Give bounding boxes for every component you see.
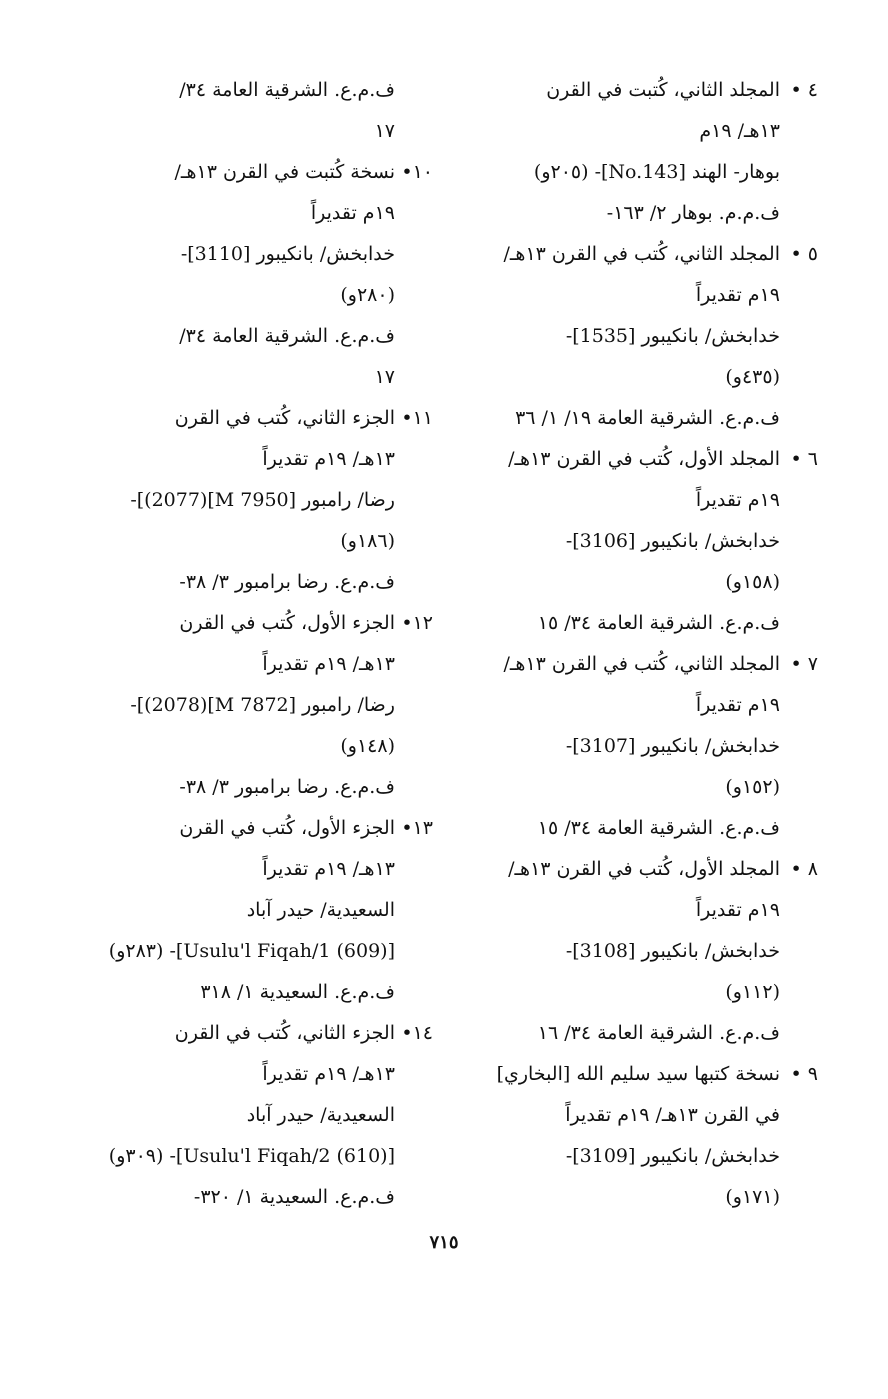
- entry-line: ف.م.ع. السعيدية ١/ ٣٢٠-: [193, 1186, 395, 1208]
- entry-line: في القرن ١٣هـ/ ١٩م تقديراً: [565, 1104, 780, 1126]
- entry-line: المجلد الثاني، كُتب في القرن ١٣هـ/: [503, 243, 780, 265]
- entry-line: ١٣هـ/ ١٩م تقديراً: [262, 448, 395, 470]
- entry-line: ف.م.ع. الشرقية العامة ٣٤/: [179, 325, 395, 347]
- entry-continuation: [78, 70, 433, 152]
- entry-line: (٤٣٥و): [725, 366, 780, 388]
- entry-number: ١٠•: [401, 161, 433, 183]
- entry-line: المجلد الثاني، كُتبت في القرن: [546, 79, 780, 101]
- entry-line: السعيدية/ حيدر آباد: [246, 1104, 395, 1126]
- entry-number: ١١•: [401, 407, 433, 429]
- entry-line: السعيدية/ حيدر آباد: [246, 899, 395, 921]
- entry-line: [(610) Usulu'l Fiqah/2]- (٣٠٩و): [108, 1145, 395, 1167]
- entry-line: الجزء الثاني، كُتب في القرن: [174, 1022, 395, 1044]
- entry-line: خدابخش/ بانكيبور [3107]-: [565, 735, 780, 757]
- entry-line: الجزء الثاني، كُتب في القرن: [174, 407, 395, 429]
- entry-line: ف.م.ع. الشرقية العامة ٣٤/: [179, 79, 395, 101]
- entry-line: رضا/ رامبور [7950 M](2077)]-: [130, 489, 395, 511]
- entry-line: ١٩م تقديراً: [695, 899, 780, 921]
- entry-10: [78, 152, 433, 398]
- entry-6: [463, 439, 818, 644]
- entry-line: ١٩م تقديراً: [310, 202, 395, 224]
- entry-line: ف.م.ع. الشرقية العامة ٣٤/ ١٥: [537, 817, 780, 839]
- entry-9: [463, 1054, 818, 1218]
- entry-line: ف.م.م. بوهار ٢/ ١٦٣-: [606, 202, 780, 224]
- entry-11: [78, 398, 433, 603]
- entry-line: الجزء الأول، كُتب في القرن: [179, 612, 395, 634]
- entry-line: (٢٨٠و): [340, 284, 395, 306]
- entry-12: [78, 603, 433, 808]
- right-column: [463, 70, 818, 1218]
- entry-line: (١٥٢و): [725, 776, 780, 798]
- entry-line: (١١٢و): [725, 981, 780, 1003]
- entry-5: [463, 234, 818, 439]
- entry-line: ف.م.ع. الشرقية العامة ٣٤/ ١٦: [537, 1022, 780, 1044]
- entry-7: [463, 644, 818, 849]
- entry-line: (١٥٨و): [725, 571, 780, 593]
- entry-line: ١٣هـ/ ١٩م تقديراً: [262, 1063, 395, 1085]
- entry-number: ١٤•: [401, 1022, 433, 1044]
- entry-line: ف.م.ع. رضا برامبور ٣/ ٣٨-: [179, 776, 395, 798]
- entry-line: خدابخش/ بانكيبور [3109]-: [565, 1145, 780, 1167]
- entry-number: ٩ •: [790, 1063, 818, 1085]
- entry-line: ١٩م تقديراً: [695, 284, 780, 306]
- entry-number: ٦ •: [790, 448, 818, 470]
- entry-line: رضا/ رامبور [7872 M](2078)]-: [130, 694, 395, 716]
- page-number: ٧١٥: [429, 1232, 459, 1253]
- entry-number: ١٢•: [401, 612, 433, 634]
- entry-line: [(609) Usulu'l Fiqah/1]- (٢٨٣و): [108, 940, 395, 962]
- entry-line: خدابخش/ بانكيبور [3110]-: [180, 243, 395, 265]
- entry-line: (١٧١و): [725, 1186, 780, 1208]
- entry-line: خدابخش/ بانكيبور [1535]-: [565, 325, 780, 347]
- entry-line: ف.م.ع. رضا برامبور ٣/ ٣٨-: [179, 571, 395, 593]
- entry-number: ٨ •: [790, 858, 818, 880]
- entry-line: ١٣هـ/ ١٩م: [699, 120, 780, 142]
- left-column: [78, 70, 433, 1218]
- entry-line: المجلد الأول، كُتب في القرن ١٣هـ/: [508, 448, 780, 470]
- entry-line: (١٨٦و): [340, 530, 395, 552]
- entry-line: (١٤٨و): [340, 735, 395, 757]
- entry-line: الجزء الأول، كُتب في القرن: [179, 817, 395, 839]
- entry-line: ١٣هـ/ ١٩م تقديراً: [262, 858, 395, 880]
- entry-line: خدابخش/ بانكيبور [3108]-: [565, 940, 780, 962]
- entry-number: ٥ •: [790, 243, 818, 265]
- entry-14: [78, 1013, 433, 1218]
- entry-line: المجلد الثاني، كُتب في القرن ١٣هـ/: [503, 653, 780, 675]
- entry-line: ف.م.ع. السعيدية ١/ ٣١٨: [200, 981, 395, 1003]
- entry-line: ١٩م تقديراً: [695, 489, 780, 511]
- entry-4: [463, 70, 818, 234]
- entry-number: ١٣•: [401, 817, 433, 839]
- entry-line: ف.م.ع. الشرقية العامة ٣٤/ ١٥: [537, 612, 780, 634]
- entry-line: نسخة كُتبت في القرن ١٣هـ/: [174, 161, 395, 183]
- entry-line: ١٩م تقديراً: [695, 694, 780, 716]
- entry-number: ٧ •: [790, 653, 818, 675]
- entry-13: [78, 808, 433, 1013]
- entry-line: ١٣هـ/ ١٩م تقديراً: [262, 653, 395, 675]
- entry-number: ٤ •: [790, 79, 818, 101]
- entry-line: ١٧: [374, 366, 395, 388]
- entry-line: بوهار- الهند [No.143]- (٢٠٥و): [533, 161, 780, 183]
- entry-line: المجلد الأول، كُتب في القرن ١٣هـ/: [508, 858, 780, 880]
- entry-line: ف.م.ع. الشرقية العامة ١٩/ ١/ ٣٦: [515, 407, 780, 429]
- entry-line: نسخة كتبها سيد سليم الله [البخاري]: [496, 1063, 780, 1085]
- entry-line: ١٧: [374, 120, 395, 142]
- entry-8: [463, 849, 818, 1054]
- entry-line: خدابخش/ بانكيبور [3106]-: [565, 530, 780, 552]
